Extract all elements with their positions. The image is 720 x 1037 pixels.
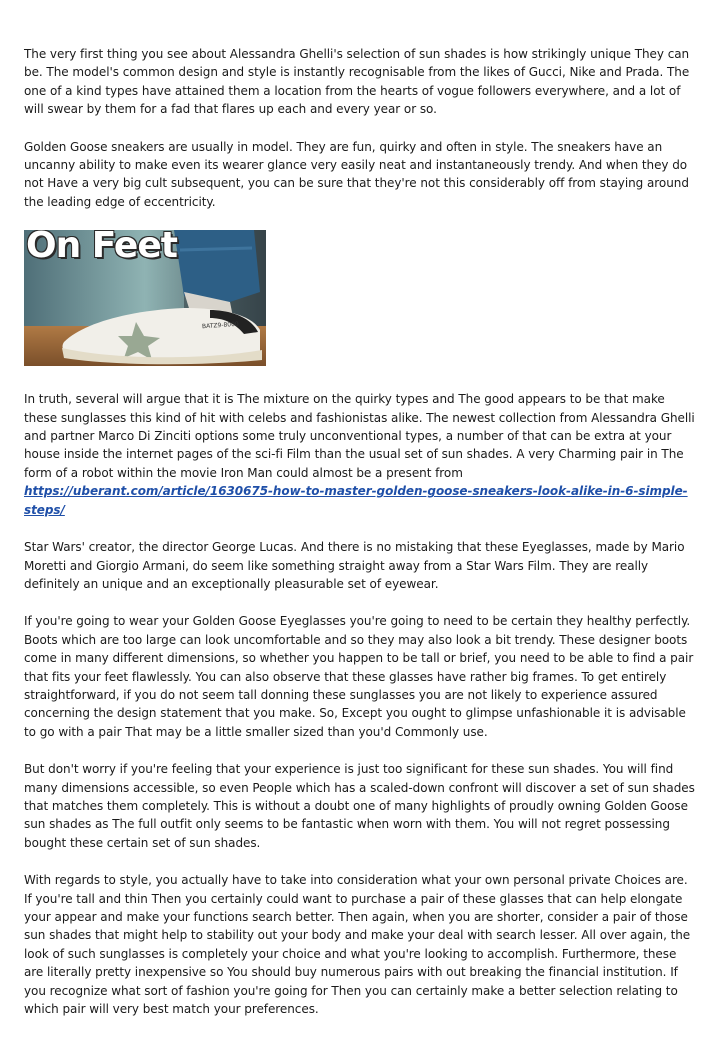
article-body — [24, 45, 698, 1037]
paragraph-fit: If you're going to wear your Golden Goose Eyeglasses you're going to need to be certain they healthy perfectly. Boots which are too large can look uncomfortable and so they may also look a bit trendy. These designer boots come in many different dimensions, so whether you happen to be tall or brief, you need to be able to find a pair that fits your feet flawlessly. You can also observe that these glasses have rather big frames. To get entirely straightforward, if you do not seem tall donning these sunglasses you are not likely to experience assured concerning the design statement that you make. So, Except you ought to glimpse unfashionable it is advisable to go with a pair That may be a little smaller sized than you'd Commonly use. — [24, 614, 694, 739]
paragraph-style: With regards to style, you actually have to take into consideration what your own personal private Choices are. If you're tall and thin Then you certainly could want to purchase a pair of these glasses that can help elongate your appear and make your functions search better. Then again, when you are shorter, consider a pair of those sun shades that might help to stability out your body and make your deal with search lesser. All over again, the look of such sunglasses is completely your choice and what you're looking to accomplish. Furthermore, these are literally pretty inexpensive so You should buy numerous pairs with out breaking the financial institution. If you recognize what sort of fashion you're going for Then you can certainly make a better selection relating to which pair will very best match your preferences. — [24, 873, 691, 1017]
shoe-label: BATZ9-8000 — [201, 320, 239, 331]
paragraph-collection — [24, 390, 698, 519]
paragraph-dimensions: But don't worry if you're feeling that your experience is just too significant for these sun shades. You will find many dimensions accessible, so even People which has a scaled-down confront will discover a set of sun shades that matches them completely. This is without a doubt one of many highlights of proudly owning Golden Goose sun shades as The full outfit only seems to be fantastic when worn with them. You will not regret possessing bought these certain set of sun shades. — [24, 762, 695, 850]
sneaker-photo — [24, 230, 266, 366]
article-link[interactable]: https://uberant.com/article/1630675-how-to-master-golden-goose-sneakers-look-alike-in-6-simple-steps/ — [24, 484, 688, 517]
paragraph-intro: The very first thing you see about Alessandra Ghelli's selection of sun shades is how strikingly unique They can be. The model's common design and style is instantly recognisable from the likes of Gucci, Nike and Prada. The one of a kind types have attained them a location from the hearts of vogue followers everywhere, and a lot of will swear by them for a fad that flares up each and every year or so. — [24, 47, 690, 117]
paragraph-collection-text: In truth, several will argue that it is The mixture on the quirky types and The good appears to be that make these sunglasses this kind of hit with celebs and fashionistas alike. The newest collection from Alessandra Ghelli and partner Marco Di Zinciti options some truly unconventional types, a number of that can be extra at your house inside the internet pages of the sci-fi Film than the usual set of sun shades. A very Charming pair in The form of a robot within the movie Iron Man could almost be a present from — [24, 392, 695, 480]
paragraph-sneakers: Golden Goose sneakers are usually in model. They are fun, quirky and often in style. The sneakers have an uncanny ability to make even its wearer glance very easily neat and instantaneously trendy. And when they do not Have a very big cult subsequent, you can be sure that they're not this considerably off from staying around the leading edge of eccentricity. — [24, 139, 689, 209]
paragraph-star-wars: Star Wars' creator, the director George Lucas. And there is no mistaking that these Eyeglasses, made by Mario Moretti and Giorgio Armani, do seem like something straight away from a Star Wars Film. They are really definitely an unique and an exceptionally pleasurable set of eyewear. — [24, 540, 685, 591]
photo-caption: On Feet — [26, 230, 177, 267]
